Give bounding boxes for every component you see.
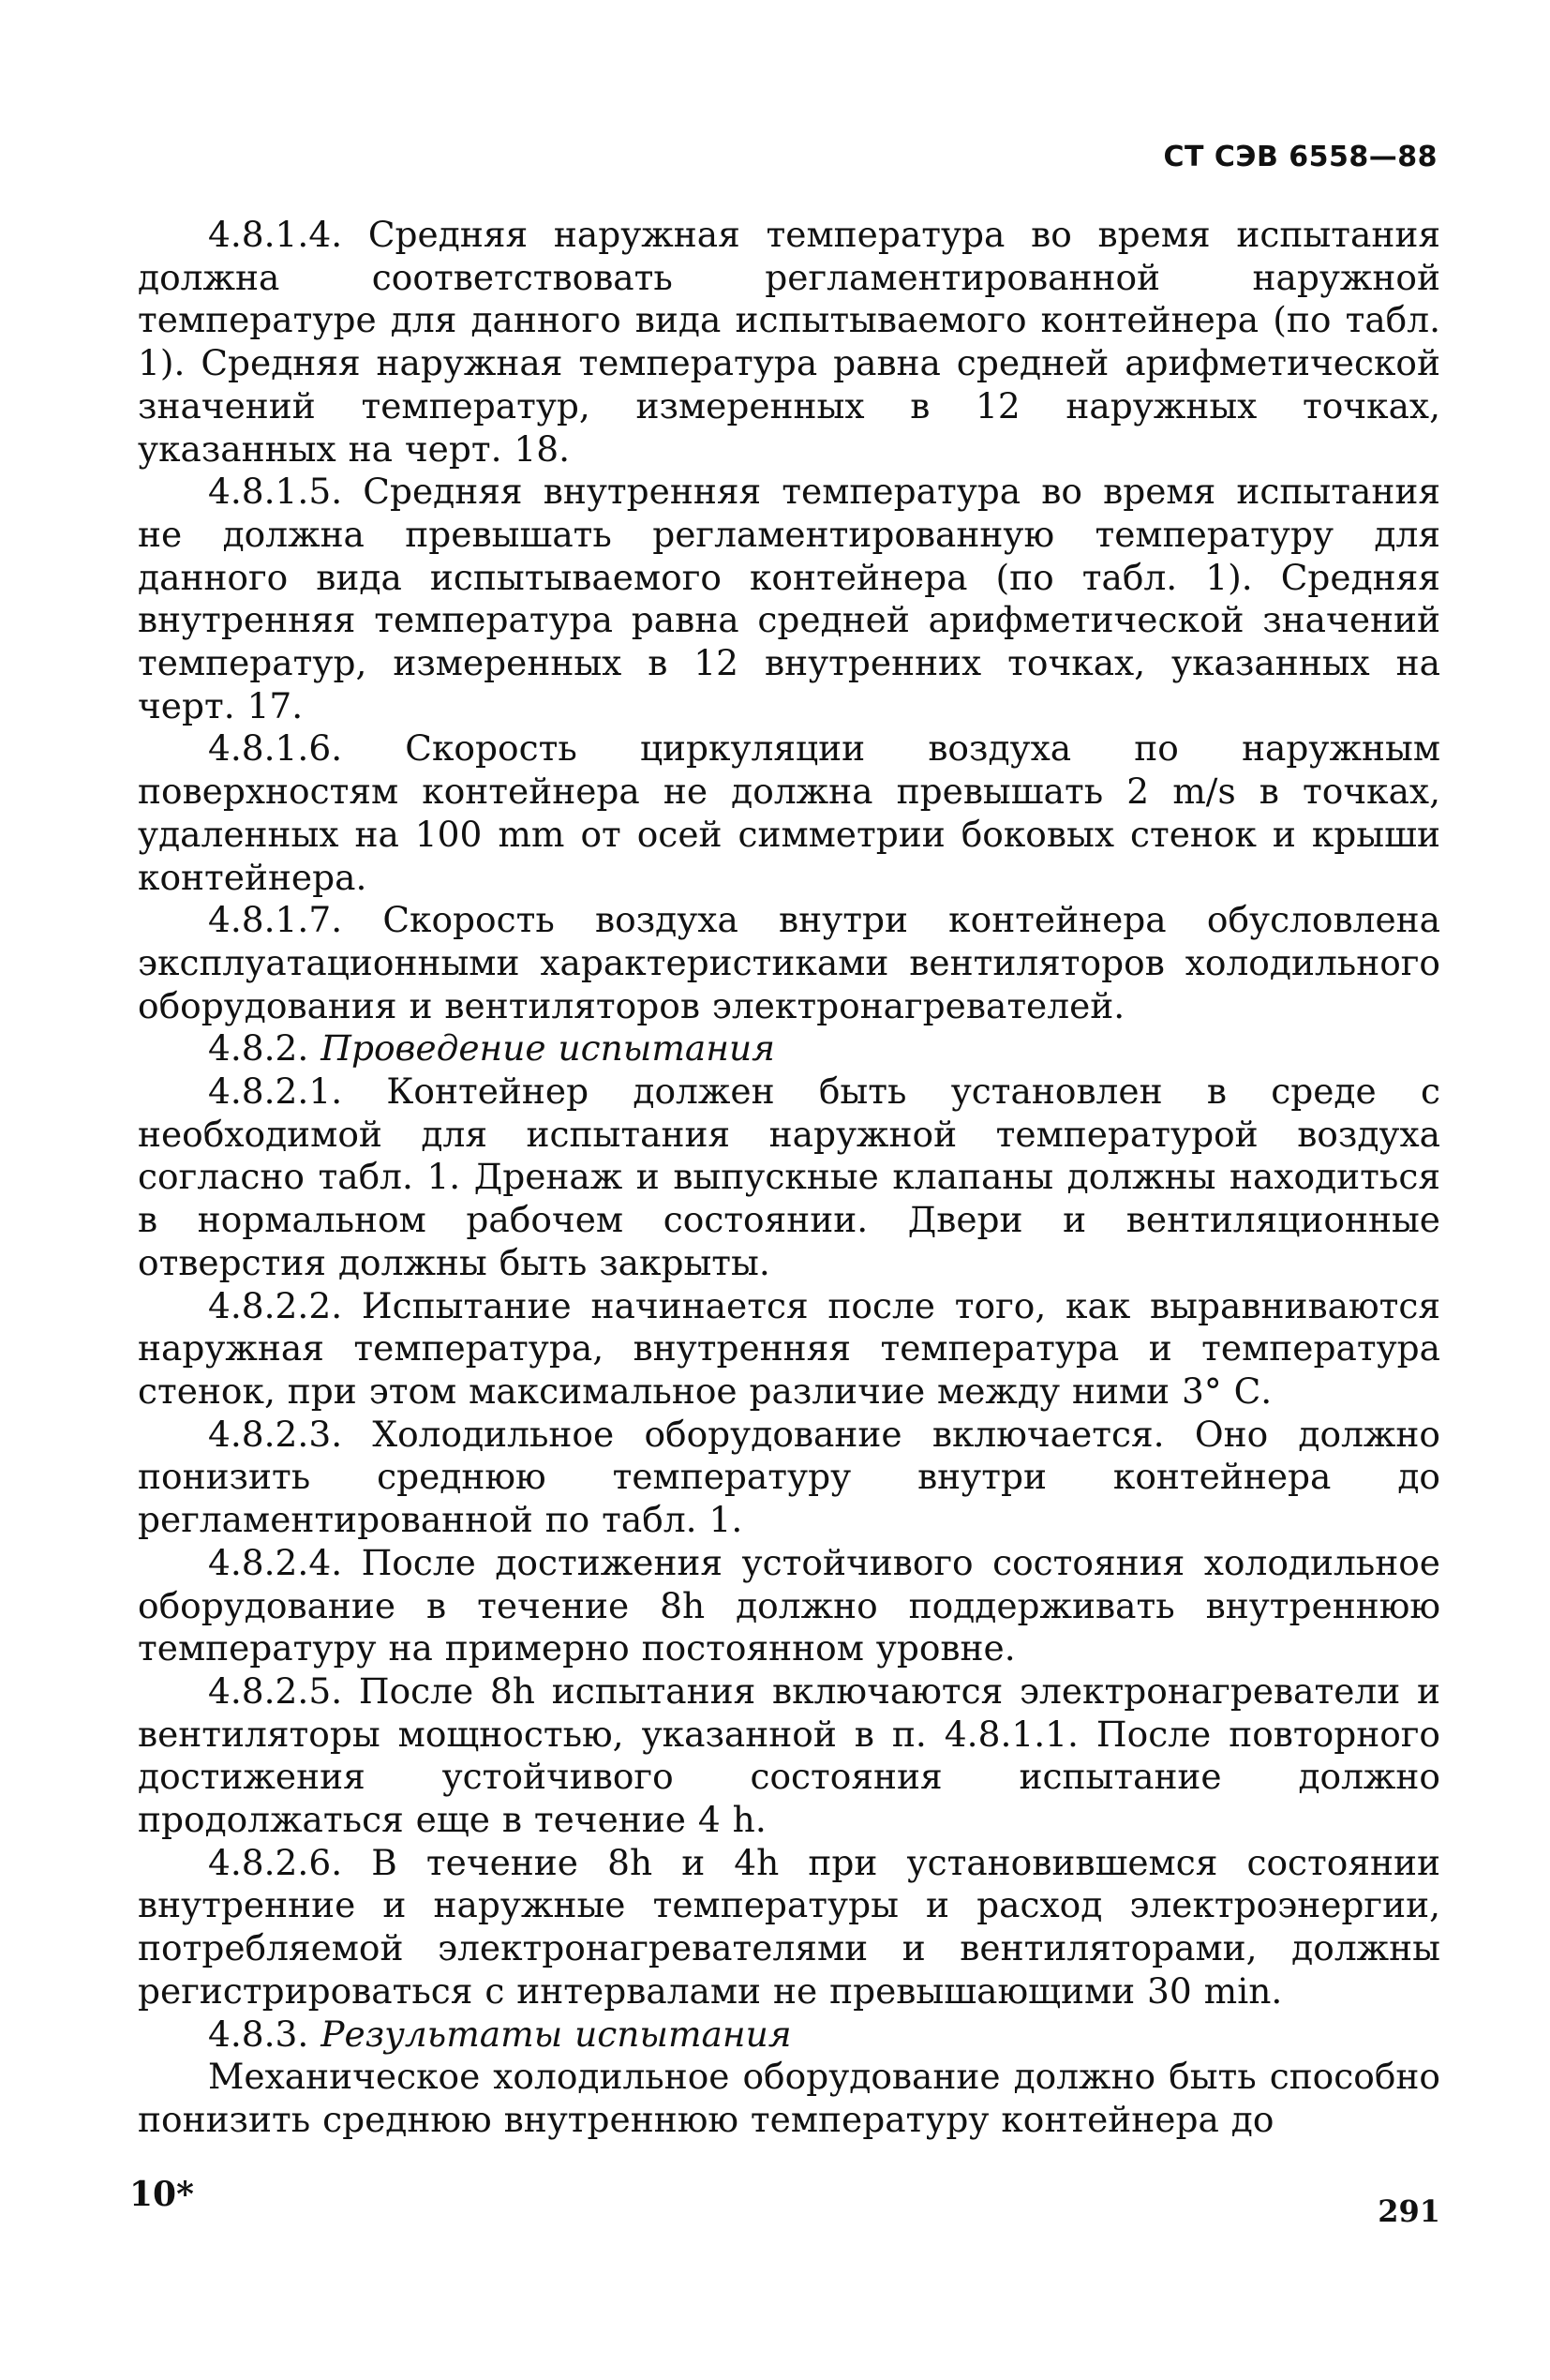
clause-4-8-2-4: 4.8.2.4. После достижения устойчивого состояния холодильное оборудование в течение 8h должно поддерживать внутреннюю температуру на примерно постоянном уровне. (138, 1541, 1440, 1669)
clause-4-8-1-4: 4.8.1.4. Средняя наружная температура во время испытания должна соответствовать регламентированной наружной температуре для данного вида испытываемого контейнера (по табл. 1). Средняя наружная температура равна средней арифметической значений температур, измеренных в 12 наружных точках, указанных на черт. 18. (138, 214, 1440, 470)
section-heading-4-8-2 (138, 1027, 1440, 1070)
clause-4-8-2-6: 4.8.2.6. В течение 8h и 4h при установившемся состоянии внутренние и наружные температуры и расход электроэнергии, потребляемой электронагревателями и вентиляторами, должны регистрироваться с интервалами не превышающими 30 min. (138, 1841, 1440, 2012)
clause-4-8-2-2: 4.8.2.2. Испытание начинается после того, как выравниваются наружная температура, внутренняя температура и температура стенок, при этом максимальное различие между ними 3° С. (138, 1284, 1440, 1412)
clause-4-8-1-5: 4.8.1.5. Средняя внутренняя температура во время испытания не должна превышать регламентированную температуру для данного вида испытываемого контейнера (по табл. 1). Средняя внутренняя температура равна средней арифметической значений температур, измеренных в 12 внутренних точках, указанных на черт. 17. (138, 471, 1440, 726)
section-title: Результаты испытания (320, 2013, 792, 2055)
clause-4-8-1-7: 4.8.1.7. Скорость воздуха внутри контейнера обусловлена эксплуатационными характеристиками вентиляторов холодильного оборудования и вентиляторов электронагревателей. (138, 899, 1440, 1026)
clause-4-8-1-6: 4.8.1.6. Скорость циркуляции воздуха по наружным поверхностям контейнера не должна превышать 2 m/s в точках, удаленных на 100 mm от осей симметрии боковых стенок и крыши контейнера. (138, 727, 1440, 898)
standard-code-header: СТ СЭВ 6558—88 (1163, 141, 1438, 173)
section-number: 4.8.3. (208, 2013, 309, 2055)
section-heading-4-8-3 (138, 2013, 1440, 2057)
results-paragraph: Механическое холодильное оборудование должно быть способно понизить среднюю внутреннюю температуру контейнера до (138, 2056, 1440, 2140)
clause-4-8-2-1: 4.8.2.1. Контейнер должен быть установлен в среде с необходимой для испытания наружной температурой воздуха согласно табл. 1. Дренаж и выпускные клапаны должны находиться в нормальном рабочем состоянии. Двери и вентиляционные отверстия должны быть закрыты. (138, 1070, 1440, 1283)
section-number: 4.8.2. (208, 1027, 309, 1070)
section-title: Проведение испытания (320, 1027, 775, 1070)
clause-4-8-2-5: 4.8.2.5. После 8h испытания включаются электронагреватели и вентиляторы мощностью, указанной в п. 4.8.1.1. После повторного достижения устойчивого состояния испытание должно продолжаться еще в течение 4 h. (138, 1669, 1440, 1841)
signature-mark: 10* (129, 2175, 194, 2214)
clause-4-8-2-3: 4.8.2.3. Холодильное оборудование включается. Оно должно понизить среднюю температуру внутри контейнера до регламентированной по табл. 1. (138, 1413, 1440, 1541)
document-body (138, 214, 1440, 2142)
page-number: 291 (1378, 2193, 1440, 2229)
